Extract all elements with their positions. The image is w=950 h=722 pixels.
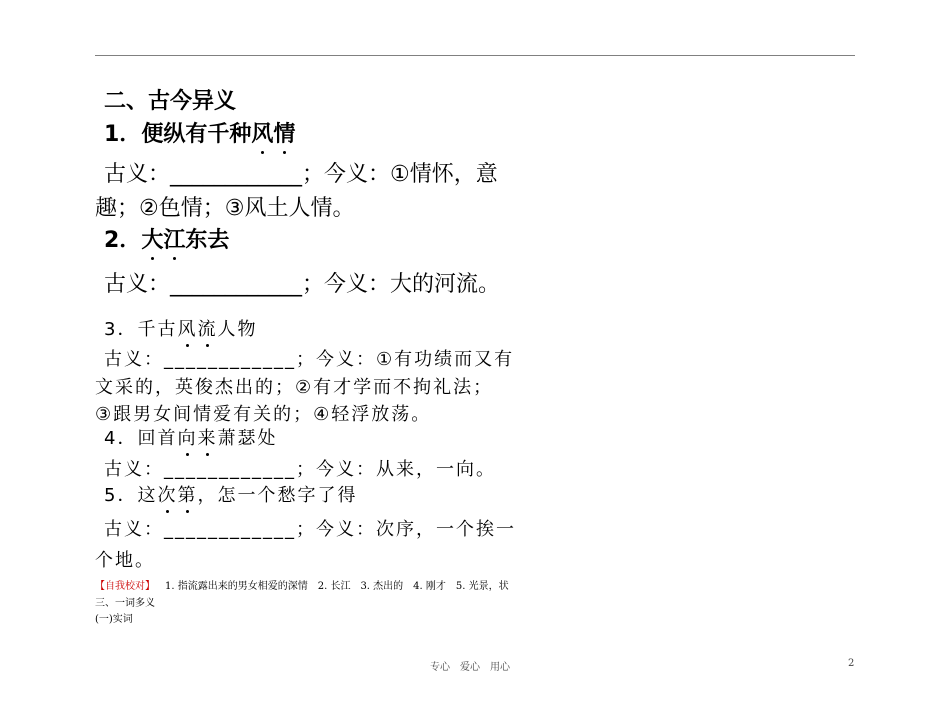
item-1-number: 1． [104,122,142,147]
item-5-text-pre: 这 [137,485,158,506]
next-section-title: 三、一词多义 [95,598,155,609]
item-1-meaning-cont: 趣；②色情；③风土人情。 [95,196,355,221]
item-4-heading [104,424,277,450]
emphasis-char: 江 [163,228,186,253]
emphasis-char: 来 [197,428,218,449]
item-2-meaning-line: 古义：____________；今义：大的河流。 [104,272,501,297]
item-5-dotted-word [157,485,197,506]
item-3-dotted-word [177,319,217,340]
item-4-dotted-word [177,428,217,449]
emphasis-char: 风 [251,122,274,147]
self-check-line [95,577,509,592]
section-title: 二、古今异义 [104,89,237,114]
item-4-number: 4． [104,428,138,449]
item-4-text-pre: 回首 [137,428,178,449]
item-5-meaning-cont: 个地。 [95,550,155,571]
item-1-dotted-word [251,122,295,147]
item-1-text: 便纵有千种 [141,122,252,147]
item-5-meaning-line: 古义：____________；今义：次序，一个挨一 [104,519,516,540]
item-3-meaning-cont-2: ③跟男女间情爱有关的；④轻浮放荡。 [95,404,432,425]
emphasis-char: 情 [273,122,296,147]
item-1-heading [104,117,295,148]
item-4-meaning-line: 古义：____________；今义：从来，一向。 [104,459,496,480]
next-subsection-title: (一)实词 [95,614,133,625]
item-1-meaning-line: 古义：____________；今义：①情怀，意 [104,162,498,187]
page-number: 2 [848,658,855,669]
item-2-number: 2． [104,228,142,253]
item-3-meaning-cont-1: 文采的，英俊杰出的；②有才学而不拘礼法； [95,377,494,398]
item-3-meaning-line: 古义：____________；今义：①有功绩而又有 [104,349,515,370]
emphasis-char: 大 [141,228,164,253]
emphasis-char: 向 [177,428,198,449]
item-5-text-post: ，怎一个愁字了得 [197,485,358,506]
page-footer-motto: 专心 爱心 用心 [430,662,510,673]
self-check-tag: 【自我校对】 [95,581,155,592]
item-3-number: 3． [104,319,138,340]
item-3-text-pre: 千古 [137,319,178,340]
item-5-number: 5． [104,485,138,506]
item-3-heading [104,315,257,341]
header-rule [95,55,855,56]
emphasis-char: 流 [197,319,218,340]
item-2-dotted-word [141,228,185,253]
self-check-answers: 1. 指流露出来的男女相爱的深情 2. 长江 3. 杰出的 4. 刚才 5. 光景，状 [165,581,509,592]
emphasis-char: 次 [157,485,178,506]
item-2-text: 东去 [185,228,230,253]
item-2-heading [104,223,229,254]
item-5-heading [104,481,357,507]
emphasis-char: 风 [177,319,198,340]
item-3-text-post: 人物 [217,319,258,340]
item-4-text-post: 萧瑟处 [217,428,278,449]
emphasis-char: 第 [177,485,198,506]
